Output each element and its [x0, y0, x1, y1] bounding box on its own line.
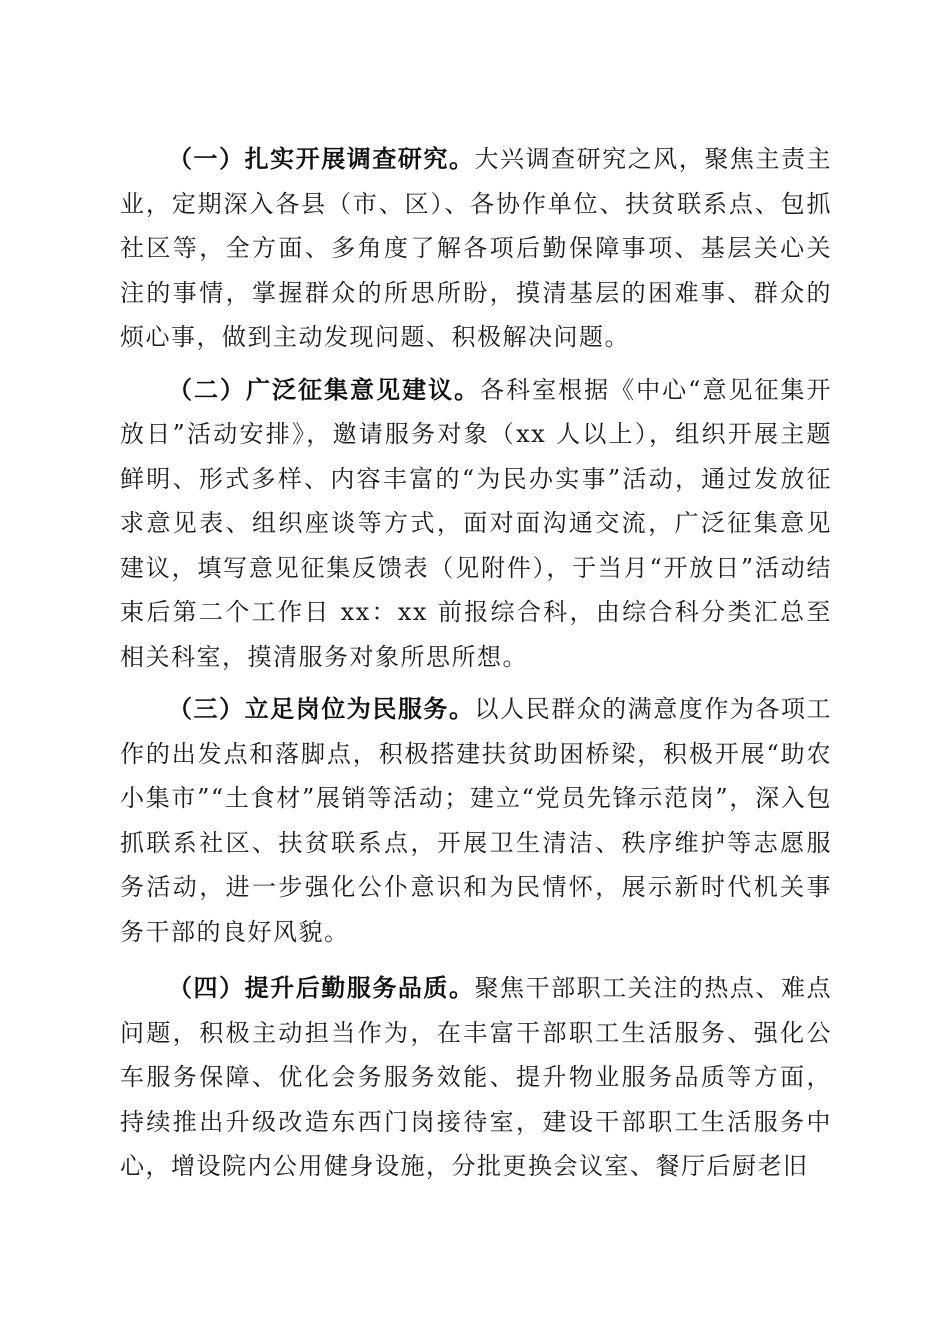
paragraph-text: 大兴调查研究之风，聚焦主责主业，定期深入各县（市、区）、各协作单位、扶贫联系点、包抓社区等，全方面、多角度了解各项后勤保障事项、基层关心关注的事情，掌握群众的所思所盼，摸清基层的困难事、群众的烦心事，做到主动发现问题、积极解决问题。	[120, 145, 833, 351]
paragraph-heading: （四）提升后勤服务品质。	[168, 973, 475, 1002]
paragraph-quality	[120, 966, 832, 1189]
paragraph-heading: （一）扎实开展调查研究。	[168, 144, 475, 173]
paragraph-opinions	[120, 368, 832, 680]
paragraph-heading: （三）立足岗位为民服务。	[168, 694, 475, 723]
paragraph-text: 以人民群众的满意度作为各项工作的出发点和落脚点，积极搭建扶贫助困桥梁，积极开展“助农小集市”“土食材”展销等活动；建立“党员先锋示范岗”，深入包抓联系社区、扶贫联系点，开展卫生清洁、秩序维护等志愿服务活动，进一步强化公仆意识和为民情怀，展示新时代机关事务干部的良好风貌。	[120, 695, 833, 946]
paragraph-investigation	[120, 137, 832, 360]
document-body	[120, 137, 832, 1197]
paragraph-text: 聚焦干部职工关注的热点、难点问题，积极主动担当作为，在丰富干部职工生活服务、强化公车服务保障、优化会务服务效能、提升物业服务品质等方面，持续推出升级改造东西门岗接待室，建设干部职工生活服务中心，增设院内公用健身设施，分批更换会议室、餐厅后厨老旧	[120, 974, 833, 1180]
paragraph-text: 各科室根据《中心“意见征集开放日”活动安排》，邀请服务对象（xx 人以上），组织开展主题鲜明、形式多样、内容丰富的“为民办实事”活动，通过发放征求意见表、组织座谈等方式，面对面沟通交流，广泛征集意见建议，填写意见征集反馈表（见附件），于当月“开放日”活动结束后第二个工作日 xx：xx 前报综合科，由综合科分类汇总至相关科室，摸清服务对象所思所想。	[120, 375, 832, 671]
paragraph-heading: （二）广泛征集意见建议。	[168, 374, 481, 404]
paragraph-service	[120, 687, 832, 954]
